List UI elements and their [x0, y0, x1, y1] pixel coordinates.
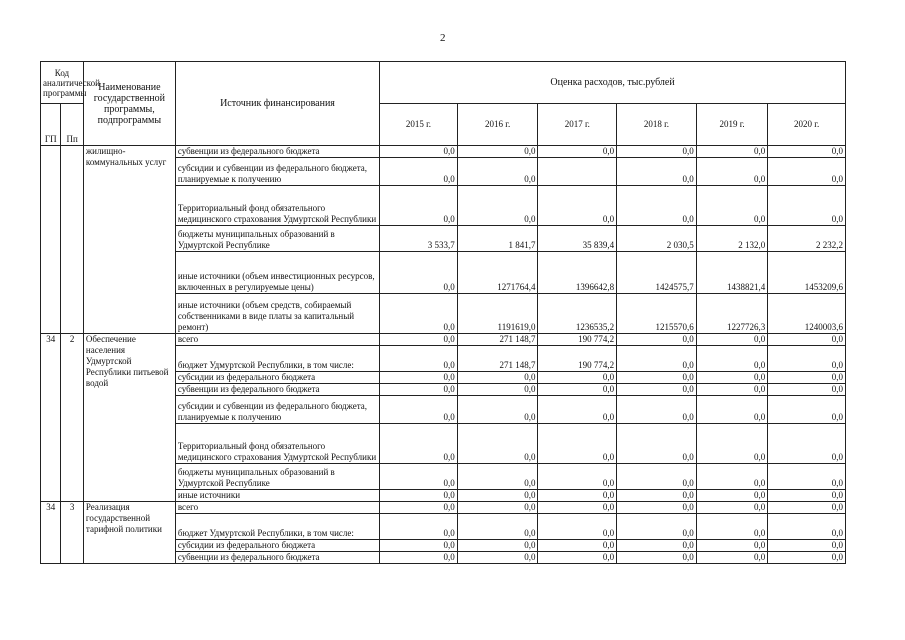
value-cell: 0,0	[380, 540, 458, 552]
value-cell: 0,0	[696, 502, 768, 514]
funding-source-cell: Территориальный фонд обязательного медицинского страхования Удмуртской Республики	[175, 424, 379, 464]
year-header: 2018 г.	[617, 104, 697, 146]
value-cell: 0,0	[380, 146, 458, 158]
pp-code-cell: 3	[61, 502, 83, 564]
value-cell: 0,0	[617, 540, 697, 552]
value-cell: 0,0	[617, 464, 697, 490]
value-cell: 0,0	[768, 424, 846, 464]
funding-source-cell: бюджеты муниципальных образований в Удмуртской Республике	[175, 226, 379, 252]
value-cell: 0,0	[457, 464, 538, 490]
program-name-cell: Обеспечение населения Удмуртской Республики питьевой водой	[83, 334, 175, 502]
funding-source-cell: субсидии и субвенции из федерального бюджета, планируемые к получению	[175, 396, 379, 424]
name-header: Наименование государственной программы, подпрограммы	[83, 62, 175, 146]
funding-source-cell: всего	[175, 334, 379, 346]
table-row	[41, 502, 846, 514]
value-cell: 0,0	[380, 514, 458, 540]
value-cell: 0,0	[457, 158, 538, 186]
value-cell: 0,0	[768, 464, 846, 490]
value-cell: 1215570,6	[617, 294, 697, 334]
value-cell: 0,0	[768, 158, 846, 186]
value-cell: 0,0	[696, 424, 768, 464]
value-cell: 0,0	[696, 490, 768, 502]
value-cell: 0,0	[380, 294, 458, 334]
value-cell: 0,0	[696, 552, 768, 564]
value-cell: 0,0	[768, 372, 846, 384]
value-cell: 0,0	[768, 540, 846, 552]
value-cell: 0,0	[617, 372, 697, 384]
value-cell: 1 841,7	[457, 226, 538, 252]
value-cell: 0,0	[696, 372, 768, 384]
expenditure-table	[40, 61, 846, 564]
value-cell: 0,0	[768, 334, 846, 346]
value-cell: 0,0	[617, 186, 697, 226]
year-header: 2015 г.	[380, 104, 458, 146]
value-cell: 0,0	[457, 384, 538, 396]
value-cell: 0,0	[617, 490, 697, 502]
value-cell: 0,0	[617, 502, 697, 514]
funding-source-cell: субсидии и субвенции из федерального бюджета, планируемые к получению	[175, 158, 379, 186]
value-cell: 2 132,0	[696, 226, 768, 252]
value-cell: 0,0	[617, 552, 697, 564]
year-header: 2019 г.	[696, 104, 768, 146]
value-cell: 0,0	[617, 334, 697, 346]
value-cell: 0,0	[696, 186, 768, 226]
value-cell: 271 148,7	[457, 334, 538, 346]
funding-source-cell: субвенции из федерального бюджета	[175, 552, 379, 564]
program-name-cell: Реализация государственной тарифной политики	[83, 502, 175, 564]
gp-code-cell: 34	[41, 334, 61, 502]
value-cell: 0,0	[457, 514, 538, 540]
value-cell: 0,0	[696, 540, 768, 552]
value-cell: 1424575,7	[617, 252, 697, 294]
value-cell: 0,0	[538, 464, 617, 490]
value-cell: 0,0	[538, 372, 617, 384]
value-cell: 0,0	[380, 424, 458, 464]
funding-source-cell: бюджеты муниципальных образований в Удмуртской Республике	[175, 464, 379, 490]
code-header: Код аналитической программы	[41, 62, 84, 104]
value-cell: 2 232,2	[768, 226, 846, 252]
value-cell: 1396642,8	[538, 252, 617, 294]
value-cell: 0,0	[380, 384, 458, 396]
value-cell: 190 774,2	[538, 346, 617, 372]
funding-source-cell: иные источники (объем инвестиционных ресурсов, включенных в регулируемые цены)	[175, 252, 379, 294]
value-cell: 0,0	[768, 490, 846, 502]
gp-header: ГП	[41, 104, 61, 146]
table-row	[41, 334, 846, 346]
value-cell: 1453209,6	[768, 252, 846, 294]
value-cell: 0,0	[768, 186, 846, 226]
value-cell: 0,0	[538, 502, 617, 514]
value-cell: 0,0	[768, 514, 846, 540]
value-cell: 0,0	[696, 346, 768, 372]
value-cell: 0,0	[457, 540, 538, 552]
year-header: 2017 г.	[538, 104, 617, 146]
value-cell: 0,0	[696, 514, 768, 540]
value-cell: 0,0	[617, 384, 697, 396]
value-cell: 0,0	[538, 540, 617, 552]
gp-code-cell	[41, 146, 61, 334]
value-cell: 0,0	[380, 552, 458, 564]
value-cell: 0,0	[457, 490, 538, 502]
value-cell: 0,0	[768, 346, 846, 372]
value-cell: 0,0	[538, 490, 617, 502]
value-cell: 0,0	[617, 158, 697, 186]
value-cell: 0,0	[617, 146, 697, 158]
value-cell: 0,0	[768, 384, 846, 396]
value-cell: 0,0	[696, 384, 768, 396]
value-cell: 3 533,7	[380, 226, 458, 252]
funding-source-cell: бюджет Удмуртской Республики, в том числе:	[175, 514, 379, 540]
pp-header: Пп	[61, 104, 83, 146]
pp-code-cell	[61, 146, 83, 334]
funding-source-cell: всего	[175, 502, 379, 514]
value-cell: 0,0	[380, 464, 458, 490]
value-cell: 0,0	[538, 146, 617, 158]
value-cell: 0,0	[457, 146, 538, 158]
value-cell: 190 774,2	[538, 334, 617, 346]
funding-source-cell: субсидии из федерального бюджета	[175, 540, 379, 552]
funding-source-cell: бюджет Удмуртской Республики, в том числе:	[175, 346, 379, 372]
value-cell: 0,0	[457, 372, 538, 384]
funding-source-cell: иные источники	[175, 490, 379, 502]
value-cell: 0,0	[696, 158, 768, 186]
value-cell: 0,0	[696, 464, 768, 490]
value-cell: 1438821,4	[696, 252, 768, 294]
value-cell: 0,0	[617, 346, 697, 372]
value-cell: 0,0	[380, 490, 458, 502]
value-cell: 0,0	[538, 514, 617, 540]
value-cell: 1236535,2	[538, 294, 617, 334]
value-cell: 1191619,0	[457, 294, 538, 334]
value-cell: 2 030,5	[617, 226, 697, 252]
value-cell: 0,0	[617, 514, 697, 540]
value-cell: 1227726,3	[696, 294, 768, 334]
value-cell: 0,0	[457, 552, 538, 564]
value-cell: 0,0	[696, 334, 768, 346]
table-body	[41, 146, 846, 564]
value-cell: 0,0	[457, 396, 538, 424]
estimate-header: Оценка расходов, тыс.рублей	[380, 62, 846, 104]
value-cell: 0,0	[538, 424, 617, 464]
value-cell: 0,0	[538, 552, 617, 564]
year-header: 2020 г.	[768, 104, 846, 146]
value-cell: 0,0	[380, 396, 458, 424]
value-cell: 1271764,4	[457, 252, 538, 294]
value-cell: 0,0	[696, 146, 768, 158]
value-cell: 0,0	[457, 424, 538, 464]
value-cell: 0,0	[380, 502, 458, 514]
year-header: 2016 г.	[457, 104, 538, 146]
page-number: 2	[440, 32, 446, 44]
value-cell: 0,0	[457, 502, 538, 514]
value-cell: 0,0	[457, 186, 538, 226]
source-header: Источник финансирования	[175, 62, 379, 146]
value-cell: 0,0	[380, 252, 458, 294]
value-cell: 1240003,6	[768, 294, 846, 334]
value-cell	[538, 158, 617, 186]
value-cell: 0,0	[380, 372, 458, 384]
value-cell: 0,0	[380, 346, 458, 372]
funding-source-cell: субвенции из федерального бюджета	[175, 146, 379, 158]
table-row	[41, 146, 846, 158]
program-name-cell: жилищно-коммунальных услуг	[83, 146, 175, 334]
funding-source-cell: Территориальный фонд обязательного медицинского страхования Удмуртской Республики	[175, 186, 379, 226]
value-cell: 0,0	[768, 146, 846, 158]
value-cell: 0,0	[617, 424, 697, 464]
pp-code-cell: 2	[61, 334, 83, 502]
value-cell: 35 839,4	[538, 226, 617, 252]
value-cell: 0,0	[768, 552, 846, 564]
value-cell: 0,0	[538, 186, 617, 226]
value-cell: 0,0	[696, 396, 768, 424]
value-cell: 0,0	[538, 396, 617, 424]
gp-code-cell: 34	[41, 502, 61, 564]
funding-source-cell: субсидии из федерального бюджета	[175, 372, 379, 384]
value-cell: 0,0	[617, 396, 697, 424]
value-cell: 0,0	[380, 334, 458, 346]
funding-source-cell: субвенции из федерального бюджета	[175, 384, 379, 396]
value-cell: 0,0	[380, 186, 458, 226]
funding-source-cell: иные источники (объем средств, собираемый собственниками в виде платы за капитальный ремонт)	[175, 294, 379, 334]
value-cell: 0,0	[768, 502, 846, 514]
value-cell: 271 148,7	[457, 346, 538, 372]
value-cell: 0,0	[538, 384, 617, 396]
value-cell: 0,0	[380, 158, 458, 186]
value-cell: 0,0	[768, 396, 846, 424]
